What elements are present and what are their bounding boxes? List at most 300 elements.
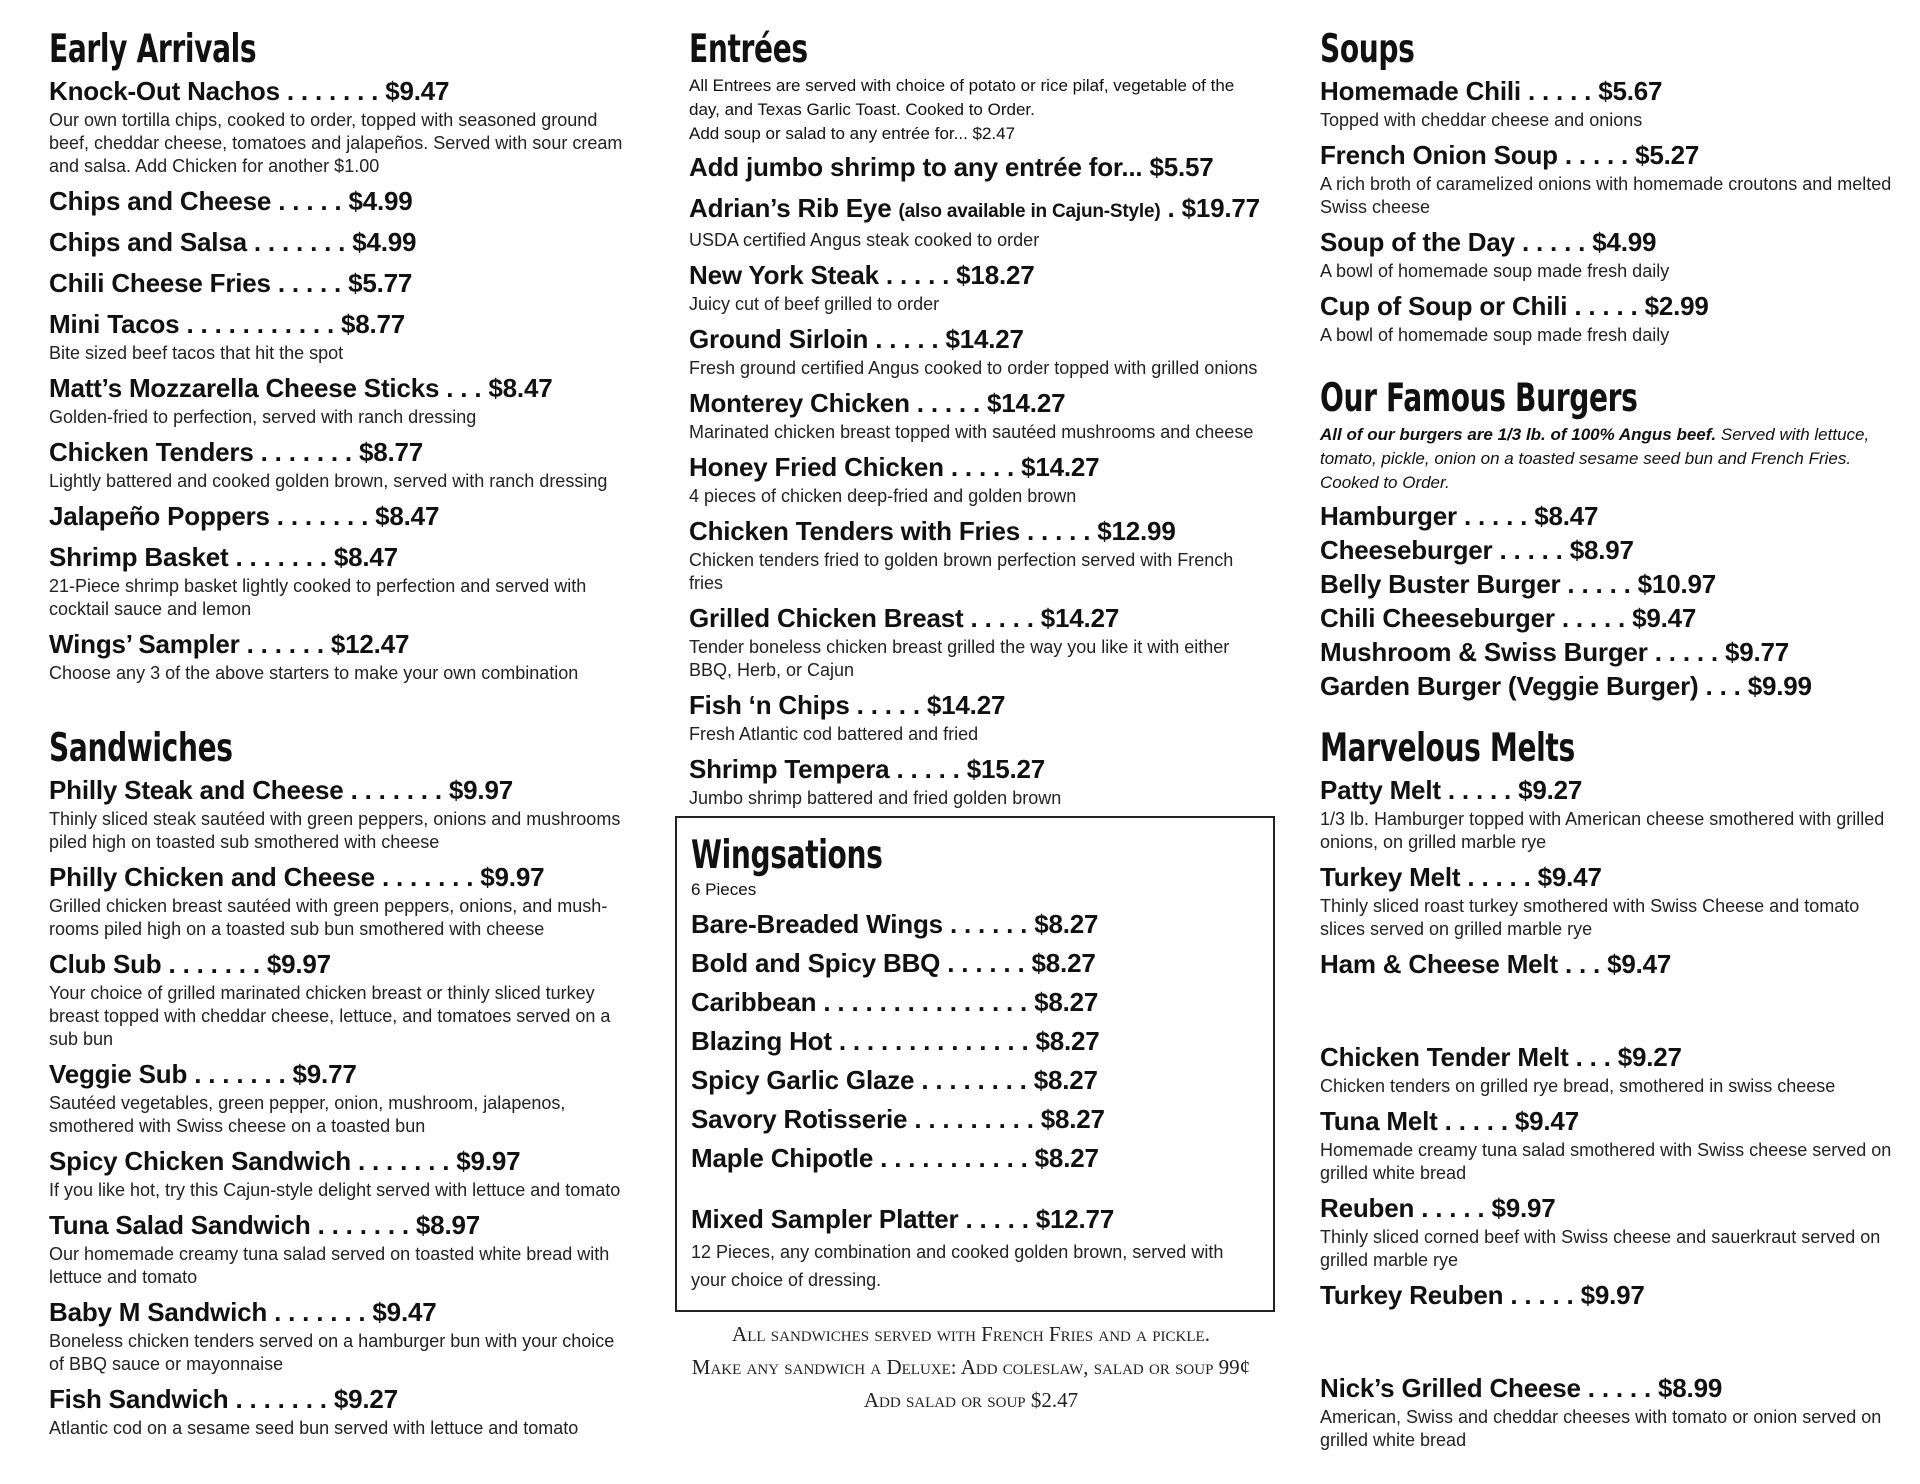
menu-item <box>1320 533 1900 567</box>
item-line <box>691 1023 1261 1060</box>
footer-line: Make any sandwich a Deluxe: Add coleslaw, salad or soup 99¢ <box>691 1355 1251 1379</box>
item-name: Shrimp Basket <box>49 542 229 572</box>
item-name: Matt’s Mozzarella Cheese Sticks <box>49 373 440 403</box>
item-line <box>1320 499 1900 533</box>
item-price: $5.67 <box>1598 76 1663 106</box>
item-price: $8.27 <box>1035 1026 1100 1056</box>
menu-item <box>689 752 1259 810</box>
item-dots: . . . . . . . . . . . <box>186 309 334 339</box>
menu-item <box>49 947 629 1051</box>
item-line <box>49 1208 629 1243</box>
item-description: Marinated chicken breast topped with sautéed mushrooms and cheese <box>689 422 1254 442</box>
item-name: Philly Chicken and Cheese <box>49 862 375 892</box>
item-price: $9.77 <box>292 1059 357 1089</box>
item-line <box>49 266 629 301</box>
item-description: USDA certified Angus steak cooked to order <box>689 230 1040 250</box>
item-price: $9.97 <box>1580 1280 1645 1310</box>
item-name: Wings’ Sampler <box>49 629 240 659</box>
item-line <box>691 984 1261 1021</box>
item-description: Chicken tenders fried to golden brown perfection served with French fries <box>689 550 1234 593</box>
menu-item <box>1320 947 1900 982</box>
burgers-intro <box>1320 423 1900 495</box>
item-name: Knock-Out Nachos <box>49 76 280 106</box>
item-dots: . . . . . <box>1499 535 1563 565</box>
item-note: (also available in Cajun-Style) <box>898 201 1161 222</box>
menu-item <box>49 435 629 493</box>
item-description: 21-Piece shrimp basket lightly cooked to perfection and served with cocktail sauce and lemon <box>49 576 587 619</box>
item-line <box>49 773 629 808</box>
item-line <box>1320 635 1900 669</box>
item-line <box>691 906 1261 943</box>
menu-item <box>1320 499 1900 533</box>
sandwiches-title: Sandwiches <box>49 726 233 771</box>
item-line <box>689 386 1259 421</box>
item-line <box>49 184 629 219</box>
item-description: Choose any 3 of the above starters to make your own combination <box>49 663 579 683</box>
section-gap <box>691 1179 1261 1201</box>
menu-item <box>691 1023 1261 1060</box>
item-price: $8.97 <box>415 1210 480 1240</box>
item-name: Tuna Salad Sandwich <box>49 1210 311 1240</box>
item-line <box>1320 74 1900 109</box>
menu-item <box>689 150 1259 185</box>
item-name: Chips and Salsa <box>49 227 247 257</box>
item-price: $14.27 <box>945 324 1024 354</box>
item-name: Chili Cheese Fries <box>49 268 271 298</box>
item-price: $9.47 <box>385 76 450 106</box>
item-line <box>49 307 629 342</box>
item-description: Chicken tenders on grilled rye bread, smothered in swiss cheese <box>1320 1076 1836 1096</box>
item-dots: . . . . . . . <box>235 542 327 572</box>
item-line <box>689 150 1259 185</box>
soups-title: Soups <box>1320 27 1415 72</box>
item-dots: . . . . . . . . . . . . . . . <box>823 987 1028 1017</box>
item-name: Tuna Melt <box>1320 1106 1438 1136</box>
item-name: Bare-Breaded Wings <box>691 909 943 939</box>
item-dots: . . . . . . . <box>276 501 369 531</box>
item-dots: . . . . . <box>1447 775 1512 805</box>
item-price: $10.97 <box>1637 569 1716 599</box>
item-price: $8.77 <box>358 437 424 467</box>
menu-item <box>1320 1040 1900 1098</box>
item-line <box>49 1057 629 1092</box>
item-name: Spicy Chicken Sandwich <box>49 1146 351 1176</box>
item-dots: . . . . . <box>1467 862 1531 892</box>
menu-item <box>691 1062 1261 1099</box>
item-price: $14.27 <box>987 388 1066 418</box>
item-dots: . . . . . <box>916 388 980 418</box>
menu-item <box>49 1208 629 1289</box>
menu-item <box>49 74 629 178</box>
menu-item <box>691 984 1261 1021</box>
item-dots: . . . . . . . . <box>921 1065 1027 1095</box>
section-gap <box>1320 1319 1900 1371</box>
item-price: $8.27 <box>1034 1143 1099 1173</box>
item-name: Fish ‘n Chips <box>689 690 850 720</box>
item-price: $8.27 <box>1034 987 1099 1017</box>
menu-item <box>689 450 1259 508</box>
item-line <box>1320 289 1900 324</box>
menu-item <box>49 371 629 429</box>
item-name: Shrimp Tempera <box>689 754 890 784</box>
item-name: Reuben <box>1320 1193 1415 1223</box>
section-gap <box>49 691 629 725</box>
menu-item <box>1320 74 1900 132</box>
item-name: Chicken Tender Melt <box>1320 1042 1569 1072</box>
column-middle <box>689 26 1259 1417</box>
item-name: Savory Rotisserie <box>691 1104 908 1134</box>
item-price: $12.99 <box>1097 516 1176 546</box>
item-name: Mushroom & Swiss Burger <box>1320 637 1648 667</box>
menu-item <box>691 1101 1261 1138</box>
item-line <box>689 191 1259 229</box>
item-description: Grilled chicken breast sautéed with green peppers, onions, and mush-rooms piled high on a toasted sub bun smothered with cheese <box>49 896 608 939</box>
item-name: Ham & Cheese Melt <box>1320 949 1558 979</box>
menu-item <box>49 540 629 621</box>
footer-line: Add salad or soup $2.47 <box>863 1388 1079 1412</box>
menu-item <box>689 688 1259 746</box>
item-name: Caribbean <box>691 987 817 1017</box>
item-dots: . . . . . <box>965 1204 1029 1234</box>
item-description: Our own tortilla chips, cooked to order, topped with seasoned ground beef, cheddar cheese, tomatoes and jalapeños. Served with sour cream and salsa. Add Chicken for another $1.00 <box>49 110 623 176</box>
item-dots: . . . . . <box>1587 1373 1651 1403</box>
item-price: $14.27 <box>926 690 1006 720</box>
item-price: $5.77 <box>348 268 413 298</box>
item-name: Garden Burger (Veggie Burger) <box>1320 671 1699 701</box>
item-description: 12 Pieces, any combination and cooked golden brown, served with your choice of dressing. <box>691 1242 1224 1290</box>
item-name: Chicken Tenders <box>49 437 254 467</box>
item-name: Homemade Chili <box>1320 76 1521 106</box>
item-description: A bowl of homemade soup made fresh daily <box>1320 325 1670 345</box>
item-name: Add jumbo shrimp to any entrée for... <box>689 152 1143 182</box>
item-line <box>49 627 629 662</box>
item-price: $9.47 <box>1607 949 1672 979</box>
burgers-intro-bold: All of our burgers are 1/3 lb. of 100% Angus beef. <box>1320 425 1717 444</box>
item-dots: . . . . . . . <box>381 862 474 892</box>
item-dots: . . . . . <box>1027 516 1091 546</box>
item-description: Boneless chicken tenders served on a hamburger bun with your choice of BBQ sauce or mayonnaise <box>49 1331 615 1374</box>
item-price: $8.27 <box>1031 948 1096 978</box>
menu-item <box>689 258 1259 316</box>
item-price: $14.27 <box>1021 452 1100 482</box>
item-price: $8.47 <box>375 501 440 531</box>
item-dots: . <box>1167 193 1175 223</box>
item-line <box>691 1101 1261 1138</box>
item-dots: . . . . . <box>277 268 342 298</box>
item-description: If you like hot, try this Cajun-style delight served with lettuce and tomato <box>49 1180 621 1200</box>
item-description: Tender boneless chicken breast grilled the way you like it with either BBQ, Herb, or Cajun <box>689 637 1230 680</box>
item-dots: . . . . . <box>875 324 939 354</box>
item-price: $9.27 <box>333 1384 398 1414</box>
item-line <box>49 1144 629 1179</box>
menu-item <box>689 322 1259 380</box>
item-name: Grilled Chicken Breast <box>689 603 964 633</box>
item-description: Your choice of grilled marinated chicken breast or thinly sliced turkey breast topped with cheddar cheese, lettuce, and tomatoes served on a sub bun <box>49 983 611 1049</box>
item-name: Belly Buster Burger <box>1320 569 1561 599</box>
menu-item <box>689 601 1259 682</box>
menu-item <box>691 1140 1261 1177</box>
wingsations-box <box>675 816 1275 1312</box>
item-dots: . . . <box>446 373 482 403</box>
menu-item <box>49 499 629 534</box>
item-price: $9.47 <box>1537 862 1602 892</box>
item-price: $5.27 <box>1635 140 1700 170</box>
menu-item <box>1320 1191 1900 1272</box>
item-name: French Onion Soup <box>1320 140 1558 170</box>
melts-title: Marvelous Melts <box>1320 726 1575 771</box>
burgers-title: Our Famous Burgers <box>1320 376 1638 421</box>
item-line <box>49 74 629 109</box>
item-description: Fresh Atlantic cod battered and fried <box>689 724 979 744</box>
item-name: Adrian’s Rib Eye <box>689 193 892 223</box>
item-dots: . . . . . <box>1574 291 1638 321</box>
item-dots: . . . . . <box>1444 1106 1508 1136</box>
item-name: Veggie Sub <box>49 1059 188 1089</box>
item-line <box>1320 947 1900 982</box>
item-line <box>689 258 1259 293</box>
item-price: $5.57 <box>1149 152 1214 182</box>
item-price: $9.27 <box>1518 775 1583 805</box>
item-name: Spicy Garlic Glaze <box>691 1065 915 1095</box>
item-line <box>689 322 1259 357</box>
item-description: Lightly battered and cooked golden brown, served with ranch dressing <box>49 471 608 491</box>
item-description: Topped with cheddar cheese and onions <box>1320 110 1643 130</box>
menu-item <box>49 1057 629 1138</box>
menu-item <box>1320 567 1900 601</box>
item-line <box>691 1140 1261 1177</box>
item-line <box>49 1295 629 1330</box>
item-description: Sautéed vegetables, green pepper, onion, mushroom, jalapenos, smothered with Swiss cheese on a toasted bun <box>49 1093 566 1136</box>
item-price: $9.47 <box>1632 603 1697 633</box>
item-name: Soup of the Day <box>1320 227 1515 257</box>
item-dots: . . . . . <box>856 690 920 720</box>
item-price: $9.97 <box>448 775 513 805</box>
item-dots: . . . . . . . <box>286 76 379 106</box>
item-line <box>49 371 629 406</box>
item-line <box>689 514 1259 549</box>
early-arrivals-title: Early Arrivals <box>49 27 257 72</box>
burgers-list <box>1320 499 1900 703</box>
menu-item <box>1320 225 1900 283</box>
item-line <box>1320 1371 1900 1406</box>
item-description: Bite sized beef tacos that hit the spot <box>49 343 344 363</box>
item-price: $9.97 <box>266 949 331 979</box>
menu-item <box>1320 1371 1900 1452</box>
item-dots: . . . . . <box>950 452 1015 482</box>
item-price: $18.27 <box>956 260 1035 290</box>
item-line <box>691 1062 1261 1099</box>
menu-item <box>1320 601 1900 635</box>
menu-item <box>49 773 629 854</box>
item-name: Chicken Tenders with Fries <box>689 516 1020 546</box>
item-price: $14.27 <box>1040 603 1120 633</box>
item-name: Honey Fried Chicken <box>689 452 944 482</box>
item-line <box>49 499 629 534</box>
item-description: Fresh ground certified Angus cooked to order topped with grilled onions <box>689 358 1258 378</box>
item-line <box>689 688 1259 723</box>
item-line <box>689 450 1259 485</box>
item-dots: . . . . . . <box>246 629 324 659</box>
menu-item <box>49 266 629 301</box>
item-line <box>1320 601 1900 635</box>
item-price: $9.77 <box>1724 637 1790 667</box>
item-line <box>1320 860 1900 895</box>
item-name: Mini Tacos <box>49 309 180 339</box>
menu-item <box>689 386 1259 444</box>
melts-list <box>1320 773 1900 1452</box>
item-dots: . . . . . <box>885 260 950 290</box>
item-line <box>689 601 1259 636</box>
item-line <box>1320 1104 1900 1139</box>
item-price: $9.47 <box>1514 1106 1579 1136</box>
item-dots: . . . . . . . <box>317 1210 409 1240</box>
item-dots: . . . . . . <box>947 948 1025 978</box>
item-line <box>49 947 629 982</box>
item-dots: . . . . . . . <box>350 775 442 805</box>
entrees-intro: All Entrees are served with choice of potato or rice pilaf, vegetable of the day, and Texas Garlic Toast. Cooked to Order. <box>689 76 1235 119</box>
item-dots: . . . . . . . . . . . . . . <box>838 1026 1029 1056</box>
menu-item <box>49 860 629 941</box>
item-line <box>689 752 1259 787</box>
item-name: Fish Sandwich <box>49 1384 229 1414</box>
item-name: Philly Steak and Cheese <box>49 775 344 805</box>
menu-item <box>1320 289 1900 347</box>
wingsations-list <box>691 906 1261 1177</box>
item-dots: . . . . . <box>1567 569 1631 599</box>
menu-item <box>1320 635 1900 669</box>
menu-item <box>49 1144 629 1202</box>
item-dots: . . . . . . . <box>194 1059 286 1089</box>
menu-item <box>691 1201 1261 1294</box>
item-description: A rich broth of caramelized onions with homemade croutons and melted Swiss cheese <box>1320 174 1892 217</box>
entrees-list <box>689 258 1259 810</box>
item-name: Chips and Cheese <box>49 186 272 216</box>
item-line <box>691 1201 1261 1238</box>
item-line <box>1320 225 1900 260</box>
item-dots: . . . . . <box>1510 1280 1574 1310</box>
item-description: American, Swiss and cheddar cheeses with tomato or onion served on grilled white bread <box>1320 1407 1882 1450</box>
sandwich-footer-note <box>671 1318 1271 1417</box>
item-description: Our homemade creamy tuna salad served on toasted white bread with lettuce and tomato <box>49 1244 610 1287</box>
item-description: Thinly sliced corned beef with Swiss cheese and sauerkraut served on grilled marble rye <box>1320 1227 1881 1270</box>
item-name: Bold and Spicy BBQ <box>691 948 941 978</box>
item-price: $8.47 <box>1534 501 1599 531</box>
item-line <box>1320 533 1900 567</box>
item-dots: . . . . . . . <box>357 1146 450 1176</box>
menu-item <box>1320 138 1900 219</box>
item-dots: . . . <box>1705 671 1741 701</box>
item-name: Mixed Sampler Platter <box>691 1204 959 1234</box>
item-description: 1/3 lb. Hamburger topped with American cheese smothered with grilled onions, on grilled marble rye <box>1320 809 1885 852</box>
menu-item <box>49 184 629 219</box>
item-dots: . . . . . . . <box>168 949 260 979</box>
item-price: $9.27 <box>1617 1042 1682 1072</box>
item-name: Cheeseburger <box>1320 535 1493 565</box>
item-price: $8.97 <box>1569 535 1634 565</box>
menu-item <box>689 191 1259 252</box>
item-price: $8.27 <box>1040 1104 1105 1134</box>
item-description: Atlantic cod on a sesame seed bun served with lettuce and tomato <box>49 1418 579 1438</box>
item-price: $8.27 <box>1034 909 1099 939</box>
menu-item <box>689 514 1259 595</box>
item-description: Thinly sliced roast turkey smothered with Swiss Cheese and tomato slices served on grilled marble rye <box>1320 896 1860 939</box>
item-price: $8.77 <box>341 309 406 339</box>
item-name: New York Steak <box>689 260 879 290</box>
item-dots: . . . . . . . <box>235 1384 327 1414</box>
menu-item <box>1320 1278 1900 1313</box>
item-dots: . . . . . <box>1421 1193 1485 1223</box>
menu-item <box>49 1382 629 1440</box>
item-dots: . . . . . <box>1561 603 1626 633</box>
item-line <box>1320 138 1900 173</box>
item-description: 4 pieces of chicken deep-fried and golden brown <box>689 486 1077 506</box>
item-price: $9.99 <box>1747 671 1812 701</box>
item-dots: . . . . . . . . . . . <box>880 1143 1028 1173</box>
item-price: $2.99 <box>1644 291 1709 321</box>
item-price: $9.47 <box>372 1297 437 1327</box>
item-price: $8.47 <box>488 373 553 403</box>
item-name: Club Sub <box>49 949 162 979</box>
menu-item <box>49 1295 629 1376</box>
item-price: $8.99 <box>1658 1373 1723 1403</box>
menu-item <box>49 225 629 260</box>
item-line <box>49 435 629 470</box>
item-dots: . . . . . <box>1527 76 1592 106</box>
item-description: Juicy cut of beef grilled to order <box>689 294 940 314</box>
item-name: Turkey Melt <box>1320 862 1461 892</box>
item-dots: . . . . . <box>278 186 342 216</box>
item-price: $8.27 <box>1033 1065 1098 1095</box>
menu-item <box>691 906 1261 943</box>
item-name: Monterey Chicken <box>689 388 910 418</box>
item-price: $9.97 <box>1491 1193 1556 1223</box>
item-description: Jumbo shrimp battered and fried golden brown <box>689 788 1062 808</box>
item-name: Hamburger <box>1320 501 1457 531</box>
item-description: A bowl of homemade soup made fresh daily <box>1320 261 1670 281</box>
item-line <box>49 540 629 575</box>
menu-item <box>1320 773 1900 854</box>
item-name: Ground Sirloin <box>689 324 869 354</box>
item-line <box>1320 1191 1900 1226</box>
item-description: Thinly sliced steak sautéed with green peppers, onions and mushrooms piled high on toasted sub smothered with cheese <box>49 809 621 852</box>
item-description: Golden-fried to perfection, served with ranch dressing <box>49 407 477 427</box>
item-price: $8.47 <box>333 542 398 572</box>
burgers-intro-rest: Served with lettuce, tomato, pickle, onion on a toasted sesame seed bun and French Fries. Cooked to Order. <box>1320 425 1870 492</box>
item-dots: . . . . . . . . . <box>914 1104 1034 1134</box>
item-dots: . . . <box>1564 949 1601 979</box>
item-name: Nick’s Grilled Cheese <box>1320 1373 1581 1403</box>
item-line <box>49 860 629 895</box>
column-left <box>49 26 629 1446</box>
item-price: $15.27 <box>966 754 1046 784</box>
item-dots: . . . . . . . <box>260 437 352 467</box>
item-price: $4.99 <box>1592 227 1657 257</box>
item-name: Baby M Sandwich <box>49 1297 268 1327</box>
item-line <box>1320 1278 1900 1313</box>
item-dots: . . . . . <box>1521 227 1586 257</box>
item-dots: . . . . . <box>970 603 1034 633</box>
item-dots: . . . . . . <box>949 909 1028 939</box>
item-name: Chili Cheeseburger <box>1320 603 1555 633</box>
item-line <box>691 945 1261 982</box>
item-name: Maple Chipotle <box>691 1143 874 1173</box>
item-price: $12.47 <box>330 629 410 659</box>
section-gap <box>1320 988 1900 1040</box>
item-dots: . . . . . <box>1654 637 1718 667</box>
item-price: $9.97 <box>480 862 545 892</box>
menu-item <box>1320 860 1900 941</box>
menu-item <box>1320 669 1900 703</box>
